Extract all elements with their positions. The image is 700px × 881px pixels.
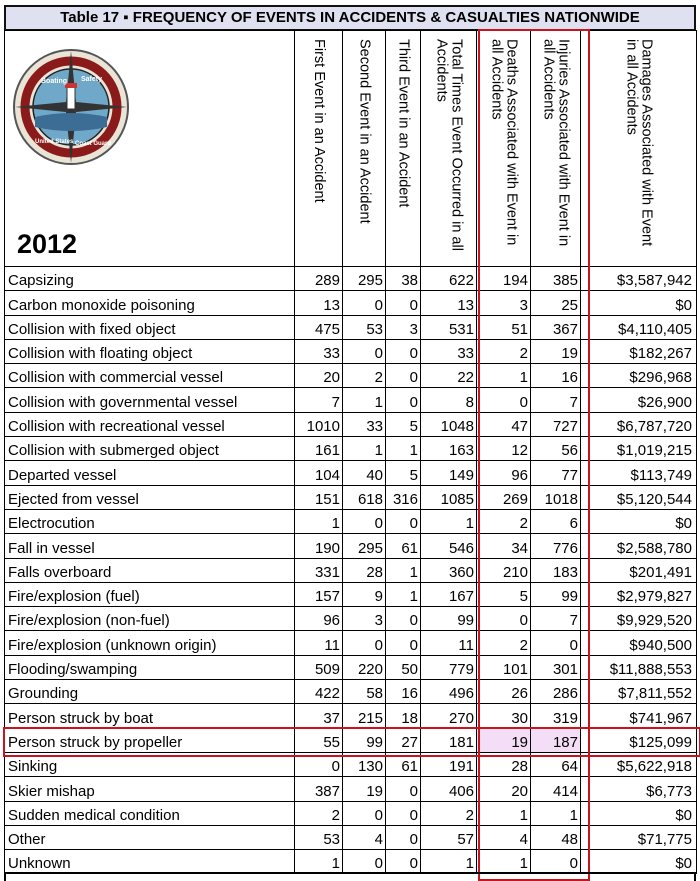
cell-damages: $741,967 bbox=[581, 704, 697, 728]
cell-second: 0 bbox=[343, 339, 386, 363]
cell-first: 55 bbox=[295, 728, 343, 752]
cell-first: 20 bbox=[295, 364, 343, 388]
cell-deaths: 34 bbox=[477, 534, 531, 558]
cell-damages: $296,968 bbox=[581, 364, 697, 388]
cell-deaths: 1 bbox=[477, 801, 531, 825]
cell-total: 33 bbox=[421, 339, 477, 363]
table-row bbox=[5, 412, 697, 436]
cell-third: 0 bbox=[386, 291, 421, 315]
table-row bbox=[5, 388, 697, 412]
cell-second: 618 bbox=[343, 485, 386, 509]
cell-second: 1 bbox=[343, 388, 386, 412]
cell-damages: $201,491 bbox=[581, 558, 697, 582]
cell-first: 11 bbox=[295, 631, 343, 655]
cell-second: 4 bbox=[343, 825, 386, 849]
cell-damages: $3,587,942 bbox=[581, 267, 697, 291]
cell-total: 149 bbox=[421, 461, 477, 485]
cell-total: 2 bbox=[421, 801, 477, 825]
cell-total: 496 bbox=[421, 680, 477, 704]
row-label: Collision with commercial vessel bbox=[5, 364, 295, 388]
row-label: Capsizing bbox=[5, 267, 295, 291]
cell-damages: $7,811,552 bbox=[581, 680, 697, 704]
cell-injuries: 776 bbox=[531, 534, 581, 558]
cell-total: 531 bbox=[421, 315, 477, 339]
row-label: Electrocution bbox=[5, 509, 295, 533]
cell-second: 0 bbox=[343, 631, 386, 655]
cell-deaths: 96 bbox=[477, 461, 531, 485]
seal-text-coast-guard: Coast Guard bbox=[75, 141, 112, 147]
cell-injuries: 385 bbox=[531, 267, 581, 291]
cell-damages: $0 bbox=[581, 291, 697, 315]
row-label: Unknown bbox=[5, 850, 295, 874]
cell-injuries: 1018 bbox=[531, 485, 581, 509]
table-footer bbox=[4, 872, 696, 881]
cell-damages: $6,787,720 bbox=[581, 412, 697, 436]
table-row bbox=[5, 850, 697, 874]
cell-damages: $26,900 bbox=[581, 388, 697, 412]
row-label: Person struck by propeller bbox=[5, 728, 295, 752]
cell-third: 61 bbox=[386, 752, 421, 776]
col-header-second: Second Event in an Accident bbox=[343, 31, 386, 267]
cell-first: 33 bbox=[295, 339, 343, 363]
cell-total: 167 bbox=[421, 582, 477, 606]
cell-injuries: 48 bbox=[531, 825, 581, 849]
cell-deaths: 2 bbox=[477, 509, 531, 533]
cell-third: 0 bbox=[386, 850, 421, 874]
cell-total: 546 bbox=[421, 534, 477, 558]
row-label: Collision with recreational vessel bbox=[5, 412, 295, 436]
cell-first: 289 bbox=[295, 267, 343, 291]
cell-third: 0 bbox=[386, 801, 421, 825]
cell-total: 1 bbox=[421, 509, 477, 533]
cell-first: 190 bbox=[295, 534, 343, 558]
table-row bbox=[5, 558, 697, 582]
cell-total: 8 bbox=[421, 388, 477, 412]
cell-injuries: 319 bbox=[531, 704, 581, 728]
cell-third: 0 bbox=[386, 607, 421, 631]
row-label: Fire/explosion (unknown origin) bbox=[5, 631, 295, 655]
cell-total: 360 bbox=[421, 558, 477, 582]
table-row bbox=[5, 437, 697, 461]
cell-injuries: 0 bbox=[531, 631, 581, 655]
cell-second: 0 bbox=[343, 509, 386, 533]
cell-damages: $6,773 bbox=[581, 777, 697, 801]
cell-deaths: 47 bbox=[477, 412, 531, 436]
cell-third: 61 bbox=[386, 534, 421, 558]
cell-deaths: 30 bbox=[477, 704, 531, 728]
col-header-deaths: Deaths Associated with Event in all Accidents bbox=[477, 31, 531, 267]
table-row bbox=[5, 704, 697, 728]
cell-total: 22 bbox=[421, 364, 477, 388]
cell-injuries: 727 bbox=[531, 412, 581, 436]
cell-second: 2 bbox=[343, 364, 386, 388]
table-row bbox=[5, 655, 697, 679]
cell-injuries: 16 bbox=[531, 364, 581, 388]
cell-damages: $5,120,544 bbox=[581, 485, 697, 509]
row-label: Sinking bbox=[5, 752, 295, 776]
cell-deaths: 26 bbox=[477, 680, 531, 704]
row-label: Collision with submerged object bbox=[5, 437, 295, 461]
cell-third: 0 bbox=[386, 825, 421, 849]
seal-text-united-states: United States bbox=[35, 139, 74, 145]
cell-third: 5 bbox=[386, 461, 421, 485]
seal-text-safety: Safety bbox=[81, 76, 103, 83]
cell-third: 5 bbox=[386, 412, 421, 436]
col-header-first: First Event in an Accident bbox=[295, 31, 343, 267]
table-row bbox=[5, 752, 697, 776]
cell-second: 295 bbox=[343, 534, 386, 558]
row-label: Sudden medical condition bbox=[5, 801, 295, 825]
table-row bbox=[5, 315, 697, 339]
table-row bbox=[5, 607, 697, 631]
row-label: Person struck by boat bbox=[5, 704, 295, 728]
cell-first: 1 bbox=[295, 509, 343, 533]
cell-total: 779 bbox=[421, 655, 477, 679]
table-row bbox=[5, 291, 697, 315]
cell-second: 99 bbox=[343, 728, 386, 752]
cell-first: 161 bbox=[295, 437, 343, 461]
cell-second: 53 bbox=[343, 315, 386, 339]
cell-total: 622 bbox=[421, 267, 477, 291]
cell-total: 11 bbox=[421, 631, 477, 655]
cell-second: 0 bbox=[343, 850, 386, 874]
table-row bbox=[5, 534, 697, 558]
cell-second: 1 bbox=[343, 437, 386, 461]
row-label: Collision with governmental vessel bbox=[5, 388, 295, 412]
cell-total: 181 bbox=[421, 728, 477, 752]
table-row bbox=[5, 461, 697, 485]
cell-total: 1 bbox=[421, 850, 477, 874]
boating-safety-seal-icon bbox=[11, 47, 131, 167]
cell-first: 151 bbox=[295, 485, 343, 509]
table-row bbox=[5, 631, 697, 655]
cell-deaths: 0 bbox=[477, 388, 531, 412]
cell-deaths: 0 bbox=[477, 607, 531, 631]
cell-first: 422 bbox=[295, 680, 343, 704]
cell-second: 295 bbox=[343, 267, 386, 291]
table-title: Table 17 ▪ FREQUENCY OF EVENTS IN ACCIDENTS & CASUALTIES NATIONWIDE bbox=[4, 5, 696, 31]
cell-deaths: 28 bbox=[477, 752, 531, 776]
cell-deaths: 1 bbox=[477, 850, 531, 874]
cell-second: 28 bbox=[343, 558, 386, 582]
col-header-injuries: Injuries Associated with Event in all Accidents bbox=[531, 31, 581, 267]
cell-third: 1 bbox=[386, 582, 421, 606]
col-header-damages: Damages Associated with Event in all Accidents bbox=[581, 31, 697, 267]
cell-third: 16 bbox=[386, 680, 421, 704]
cell-injuries: 414 bbox=[531, 777, 581, 801]
cell-first: 96 bbox=[295, 607, 343, 631]
events-table bbox=[4, 30, 697, 874]
cell-first: 1 bbox=[295, 850, 343, 874]
cell-injuries: 99 bbox=[531, 582, 581, 606]
cell-first: 475 bbox=[295, 315, 343, 339]
cell-injuries: 6 bbox=[531, 509, 581, 533]
cell-first: 13 bbox=[295, 291, 343, 315]
cell-first: 509 bbox=[295, 655, 343, 679]
header-logo-year bbox=[5, 31, 295, 267]
cell-damages: $113,749 bbox=[581, 461, 697, 485]
row-label: Grounding bbox=[5, 680, 295, 704]
cell-total: 57 bbox=[421, 825, 477, 849]
row-label: Falls overboard bbox=[5, 558, 295, 582]
cell-damages: $125,099 bbox=[581, 728, 697, 752]
row-label: Fall in vessel bbox=[5, 534, 295, 558]
cell-deaths: 210 bbox=[477, 558, 531, 582]
cell-damages: $2,588,780 bbox=[581, 534, 697, 558]
cell-damages: $0 bbox=[581, 509, 697, 533]
cell-third: 38 bbox=[386, 267, 421, 291]
cell-second: 9 bbox=[343, 582, 386, 606]
cell-deaths: 4 bbox=[477, 825, 531, 849]
cell-third: 50 bbox=[386, 655, 421, 679]
row-label: Skier mishap bbox=[5, 777, 295, 801]
cell-injuries: 367 bbox=[531, 315, 581, 339]
cell-damages: $0 bbox=[581, 850, 697, 874]
cell-first: 157 bbox=[295, 582, 343, 606]
cell-deaths: 12 bbox=[477, 437, 531, 461]
col-header-total: Total Times Event Occurred in all Accidents bbox=[421, 31, 477, 267]
cell-deaths: 51 bbox=[477, 315, 531, 339]
cell-damages: $182,267 bbox=[581, 339, 697, 363]
cell-first: 1010 bbox=[295, 412, 343, 436]
cell-first: 53 bbox=[295, 825, 343, 849]
cell-second: 220 bbox=[343, 655, 386, 679]
cell-first: 331 bbox=[295, 558, 343, 582]
cell-damages: $71,775 bbox=[581, 825, 697, 849]
row-label: Collision with floating object bbox=[5, 339, 295, 363]
cell-total: 163 bbox=[421, 437, 477, 461]
cell-deaths: 1 bbox=[477, 364, 531, 388]
row-label: Other bbox=[5, 825, 295, 849]
table-row bbox=[5, 680, 697, 704]
cell-total: 270 bbox=[421, 704, 477, 728]
table-row bbox=[5, 825, 697, 849]
cell-second: 130 bbox=[343, 752, 386, 776]
cell-second: 3 bbox=[343, 607, 386, 631]
cell-injuries: 0 bbox=[531, 850, 581, 874]
cell-third: 0 bbox=[386, 388, 421, 412]
cell-second: 0 bbox=[343, 801, 386, 825]
cell-deaths: 194 bbox=[477, 267, 531, 291]
cell-second: 40 bbox=[343, 461, 386, 485]
table-row bbox=[5, 777, 697, 801]
table-row bbox=[5, 509, 697, 533]
cell-total: 191 bbox=[421, 752, 477, 776]
cell-second: 19 bbox=[343, 777, 386, 801]
cell-deaths: 19 bbox=[477, 728, 531, 752]
row-label: Departed vessel bbox=[5, 461, 295, 485]
row-label: Collision with fixed object bbox=[5, 315, 295, 339]
table-row bbox=[5, 364, 697, 388]
row-label: Carbon monoxide poisoning bbox=[5, 291, 295, 315]
cell-third: 27 bbox=[386, 728, 421, 752]
cell-injuries: 301 bbox=[531, 655, 581, 679]
cell-first: 104 bbox=[295, 461, 343, 485]
row-label: Fire/explosion (non-fuel) bbox=[5, 607, 295, 631]
cell-first: 7 bbox=[295, 388, 343, 412]
cell-injuries: 56 bbox=[531, 437, 581, 461]
row-label: Ejected from vessel bbox=[5, 485, 295, 509]
cell-deaths: 269 bbox=[477, 485, 531, 509]
row-label: Flooding/swamping bbox=[5, 655, 295, 679]
table-row bbox=[5, 582, 697, 606]
cell-third: 0 bbox=[386, 509, 421, 533]
seal-text-boating: Boating bbox=[41, 78, 68, 85]
cell-first: 2 bbox=[295, 801, 343, 825]
cell-third: 0 bbox=[386, 339, 421, 363]
table-row bbox=[5, 801, 697, 825]
cell-injuries: 183 bbox=[531, 558, 581, 582]
cell-damages: $9,929,520 bbox=[581, 607, 697, 631]
cell-third: 18 bbox=[386, 704, 421, 728]
cell-first: 0 bbox=[295, 752, 343, 776]
cell-damages: $11,888,553 bbox=[581, 655, 697, 679]
cell-third: 1 bbox=[386, 437, 421, 461]
cell-first: 387 bbox=[295, 777, 343, 801]
cell-total: 406 bbox=[421, 777, 477, 801]
row-label: Fire/explosion (fuel) bbox=[5, 582, 295, 606]
year-label: 2012 bbox=[17, 229, 78, 259]
cell-third: 316 bbox=[386, 485, 421, 509]
cell-second: 0 bbox=[343, 291, 386, 315]
table-row bbox=[5, 728, 697, 752]
table-row bbox=[5, 485, 697, 509]
cell-deaths: 20 bbox=[477, 777, 531, 801]
cell-total: 1048 bbox=[421, 412, 477, 436]
cell-deaths: 2 bbox=[477, 631, 531, 655]
cell-deaths: 2 bbox=[477, 339, 531, 363]
cell-deaths: 5 bbox=[477, 582, 531, 606]
cell-damages: $2,979,827 bbox=[581, 582, 697, 606]
table-row bbox=[5, 339, 697, 363]
cell-second: 58 bbox=[343, 680, 386, 704]
cell-deaths: 101 bbox=[477, 655, 531, 679]
cell-injuries: 64 bbox=[531, 752, 581, 776]
cell-second: 215 bbox=[343, 704, 386, 728]
cell-third: 1 bbox=[386, 558, 421, 582]
cell-third: 0 bbox=[386, 364, 421, 388]
cell-injuries: 7 bbox=[531, 388, 581, 412]
cell-damages: $5,622,918 bbox=[581, 752, 697, 776]
cell-second: 33 bbox=[343, 412, 386, 436]
cell-total: 99 bbox=[421, 607, 477, 631]
col-header-third: Third Event in an Accident bbox=[386, 31, 421, 267]
cell-damages: $1,019,215 bbox=[581, 437, 697, 461]
cell-damages: $4,110,405 bbox=[581, 315, 697, 339]
cell-total: 1085 bbox=[421, 485, 477, 509]
cell-damages: $940,500 bbox=[581, 631, 697, 655]
cell-first: 37 bbox=[295, 704, 343, 728]
cell-injuries: 286 bbox=[531, 680, 581, 704]
cell-deaths: 3 bbox=[477, 291, 531, 315]
cell-injuries: 25 bbox=[531, 291, 581, 315]
cell-damages: $0 bbox=[581, 801, 697, 825]
cell-injuries: 19 bbox=[531, 339, 581, 363]
cell-third: 3 bbox=[386, 315, 421, 339]
cell-injuries: 1 bbox=[531, 801, 581, 825]
cell-third: 0 bbox=[386, 631, 421, 655]
cell-injuries: 77 bbox=[531, 461, 581, 485]
cell-third: 0 bbox=[386, 777, 421, 801]
cell-total: 13 bbox=[421, 291, 477, 315]
cell-injuries: 187 bbox=[531, 728, 581, 752]
table-row bbox=[5, 267, 697, 291]
cell-injuries: 7 bbox=[531, 607, 581, 631]
